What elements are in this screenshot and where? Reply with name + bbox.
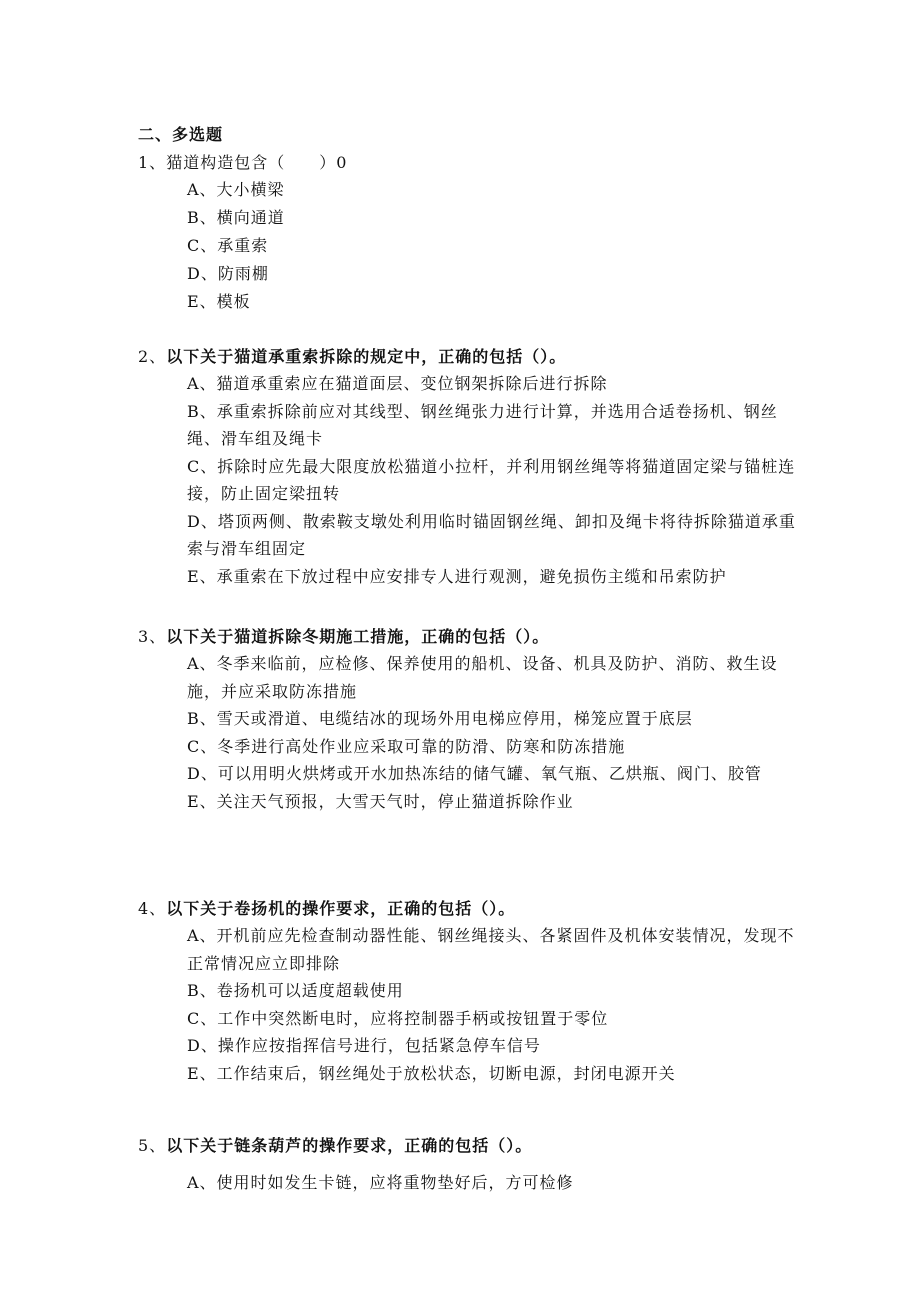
question-text: 猫道构造包含（ ）0 xyxy=(166,153,348,172)
question-number: 1、 xyxy=(138,153,167,172)
question-text: 以下关于猫道拆除冬期施工措施，正确的包括（）。 xyxy=(166,627,550,646)
question-4 xyxy=(138,898,798,1087)
option-b: B、承重索拆除前应对其线型、钢丝绳张力进行计算，并选用合适卷扬机、钢丝绳、滑车组及绳卡 xyxy=(187,401,778,448)
option-a: A、开机前应先检查制动器性能、钢丝绳接头、各紧固件及机体安装情况，发现不正常情况应立即排除 xyxy=(187,926,795,973)
question-2 xyxy=(138,346,798,590)
option-d: D、塔顶两侧、散索鞍支墩处利用临时锚固钢丝绳、卸扣及绳卡将待拆除猫道承重索与滑车组固定 xyxy=(187,511,796,558)
option-a: A、使用时如发生卡链，应将重物垫好后，方可检修 xyxy=(187,1173,574,1192)
option-c: C、承重索 xyxy=(187,236,269,255)
question-number: 3、 xyxy=(138,627,167,646)
option-b: B、雪天或滑道、电缆结冰的现场外用电梯应停用，梯笼应置于底层 xyxy=(187,709,693,728)
option-list xyxy=(187,650,798,815)
option-d: D、操作应按指挥信号进行，包括紧急停车信号 xyxy=(187,1036,541,1055)
option-d: D、可以用明火烘烤或开水加热冻结的储气罐、氧气瓶、乙烘瓶、阀门、胶管 xyxy=(187,764,762,783)
question-3 xyxy=(138,626,798,815)
question-text: 以下关于链条葫芦的操作要求，正确的包括（）。 xyxy=(166,1136,533,1155)
question-text: 以下关于猫道承重索拆除的规定中，正确的包括（）。 xyxy=(166,347,567,366)
option-e: E、模板 xyxy=(187,292,251,311)
option-b: B、横向通道 xyxy=(187,208,285,227)
option-c: C、冬季进行高处作业应采取可靠的防滑、防寒和防冻措施 xyxy=(187,736,626,756)
question-stem xyxy=(138,152,798,174)
question-number: 2、 xyxy=(138,347,167,366)
question-text: 以下关于卷扬机的操作要求，正确的包括（）。 xyxy=(166,899,516,918)
question-1 xyxy=(138,152,798,316)
question-number: 4、 xyxy=(138,899,167,918)
option-list xyxy=(187,1169,798,1197)
question-stem xyxy=(138,626,798,648)
option-c: C、拆除时应先最大限度放松猫道小拉杆，并利用钢丝绳等将猫道固定梁与锚桩连接，防止固定梁扭转 xyxy=(187,456,796,503)
option-list xyxy=(187,370,798,590)
question-number: 5、 xyxy=(138,1136,167,1155)
question-5 xyxy=(138,1135,798,1197)
option-e: E、关注天气预报，大雪天气时，停止猫道拆除作业 xyxy=(187,791,574,811)
option-e: E、工作结束后，钢丝绳处于放松状态，切断电源，封闭电源开关 xyxy=(187,1063,676,1083)
question-stem xyxy=(138,346,798,368)
option-d: D、防雨棚 xyxy=(187,264,269,283)
option-list xyxy=(187,922,798,1087)
option-c: C、工作中突然断电时，应将控制器手柄或按钮置于零位 xyxy=(187,1008,609,1028)
section-title: 二、多选题 xyxy=(138,125,224,144)
option-a: A、大小横梁 xyxy=(187,180,285,199)
option-a: A、猫道承重索应在猫道面层、变位钢架拆除后进行拆除 xyxy=(187,374,608,393)
option-list xyxy=(187,176,798,316)
option-a: A、冬季来临前，应检修、保养使用的船机、设备、机具及防护、消防、救生设施，并应采取防冻措施 xyxy=(187,654,778,701)
option-e: E、承重索在下放过程中应安排专人进行观测，避免损伤主缆和吊索防护 xyxy=(187,566,727,586)
option-b: B、卷扬机可以适度超载使用 xyxy=(187,981,404,1000)
question-stem xyxy=(138,1135,798,1157)
question-stem xyxy=(138,898,798,920)
